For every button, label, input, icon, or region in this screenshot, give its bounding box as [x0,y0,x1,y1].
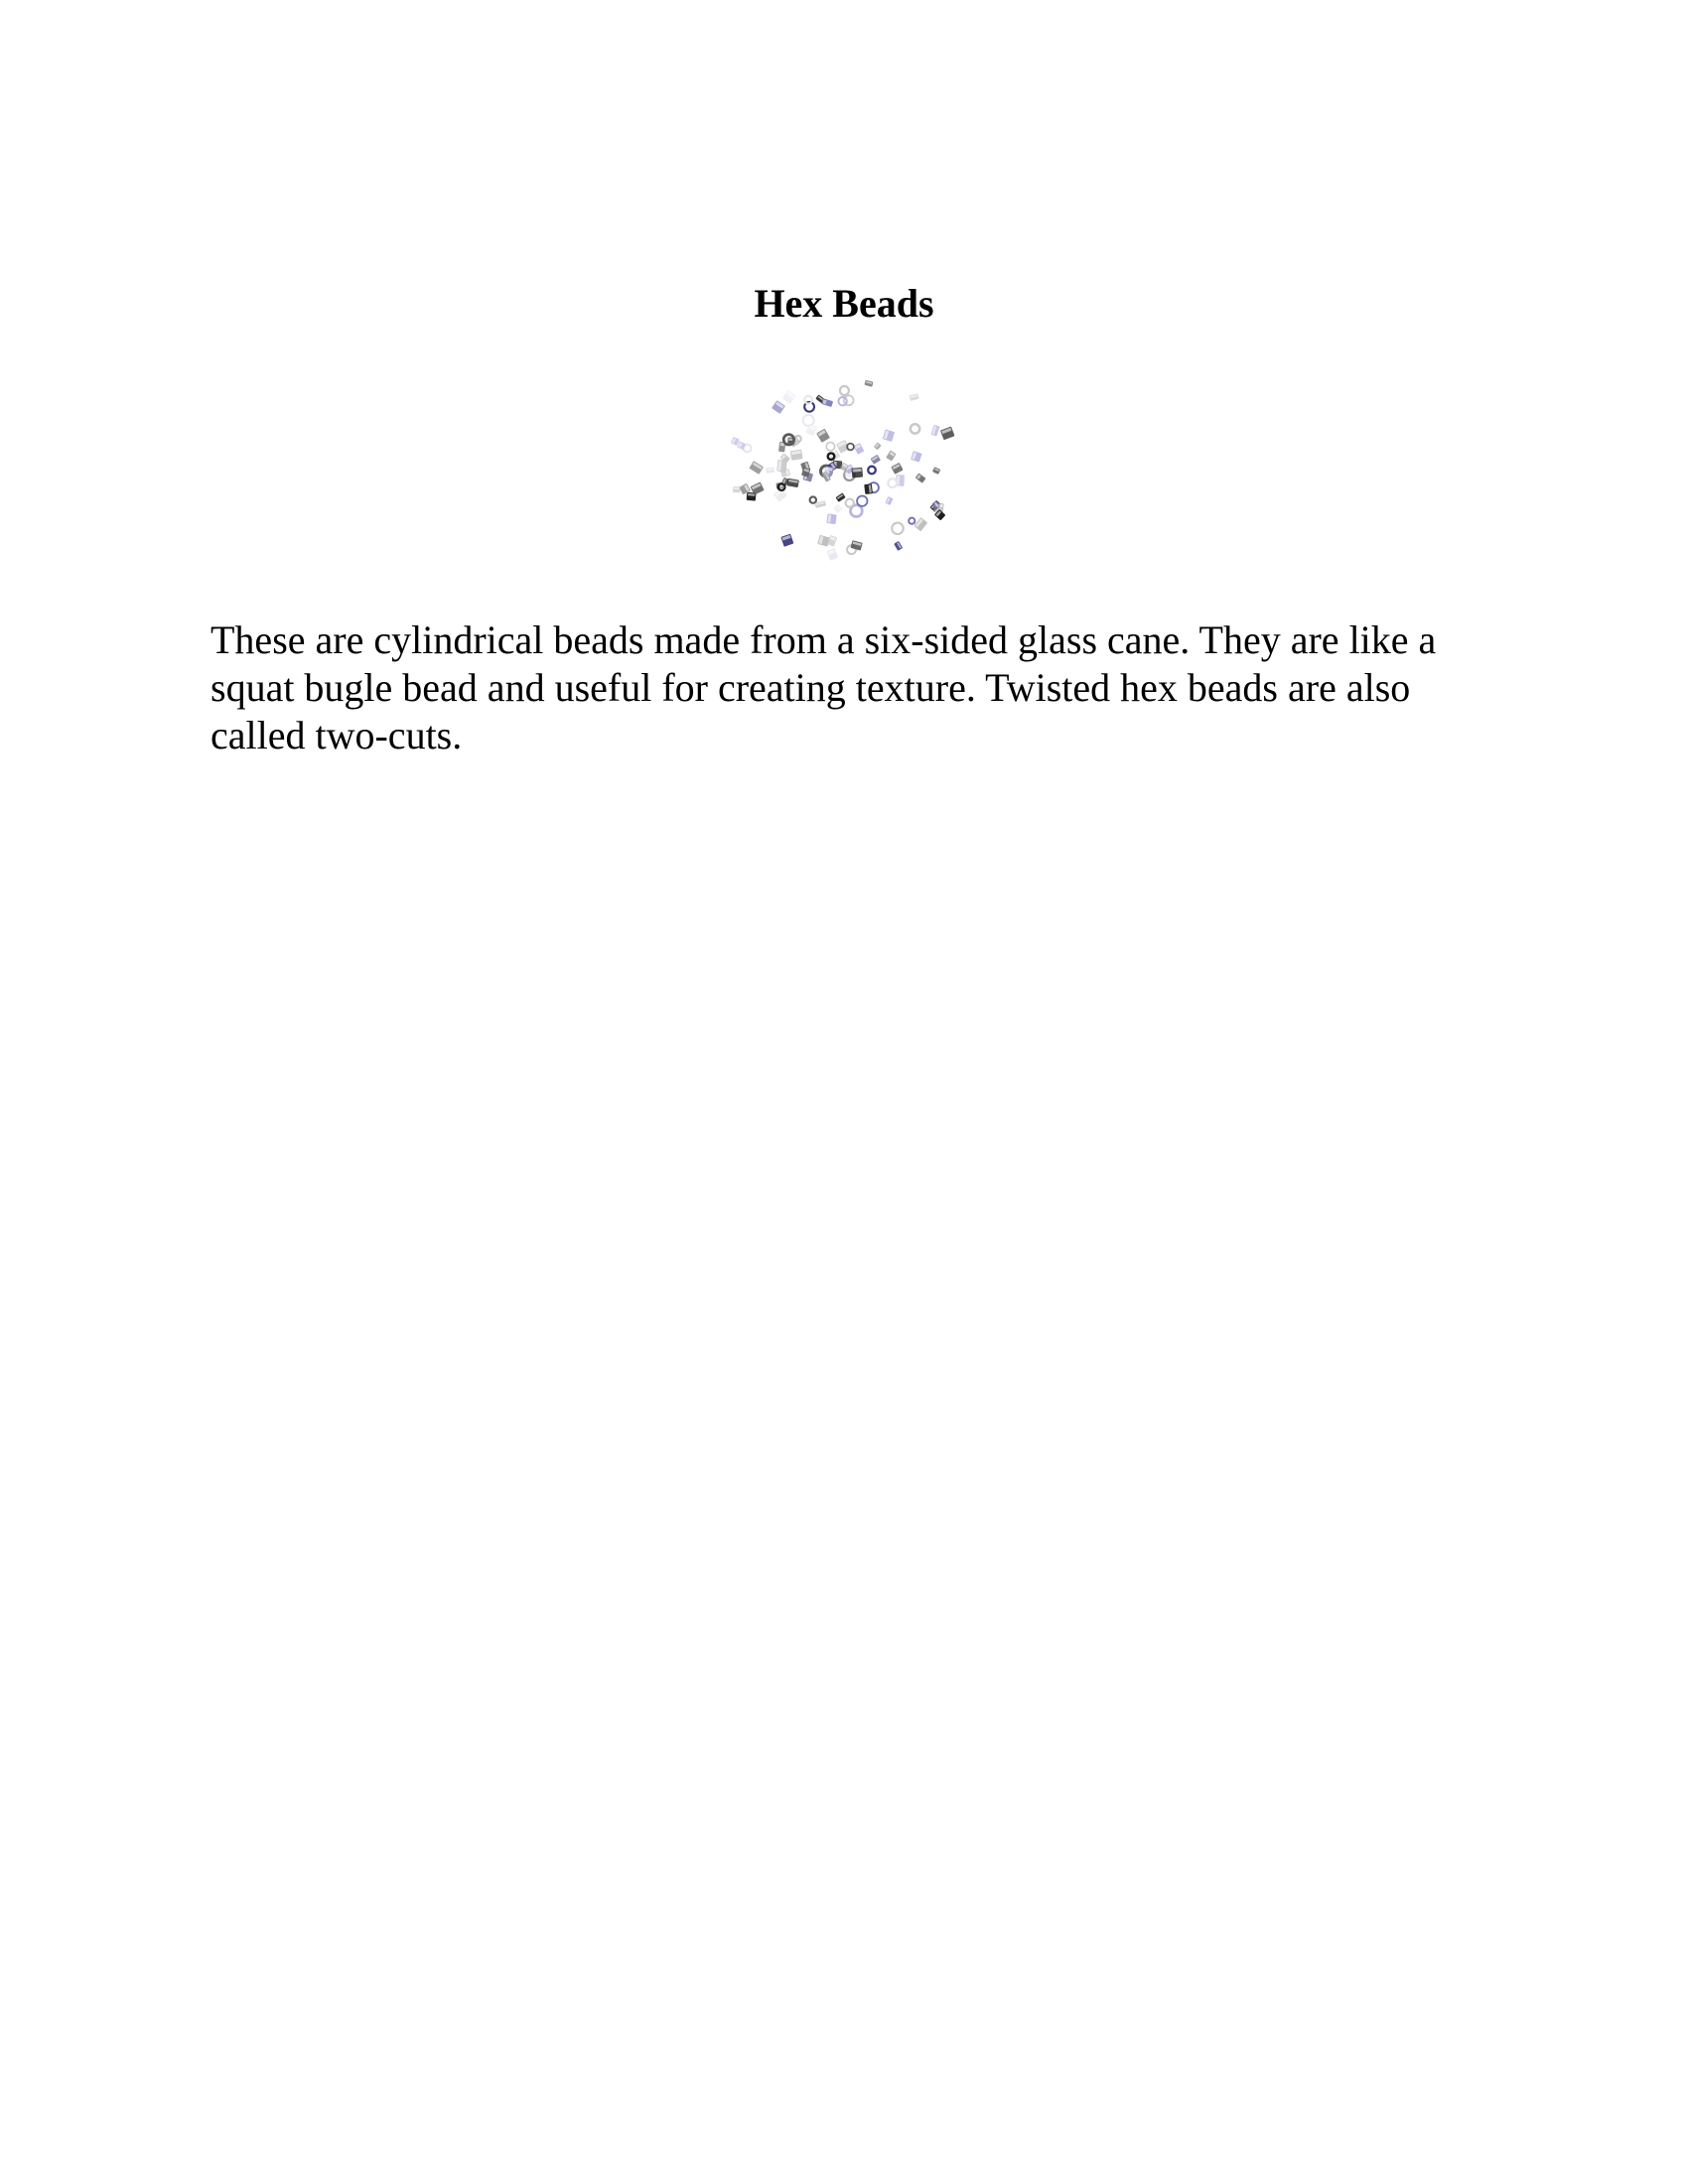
bead [803,415,814,426]
bead [885,496,893,505]
page-title: Hex Beads [754,281,934,326]
bead [864,380,873,387]
bead [838,397,846,405]
bead [846,499,854,507]
bead [871,455,881,465]
bead [840,386,849,395]
description-paragraph: These are cylindrical beads made from a six-sided glass cane. They are like a squat bugle bead and useful for creating texture. Twisted hex beads are also called two-cuts. [211,617,1437,757]
bead [835,492,845,501]
bead [874,442,882,450]
bead [891,463,903,475]
bead [892,523,903,534]
bead [733,486,740,492]
bead-highlight [734,487,739,489]
bead [911,451,922,463]
bead [790,450,803,461]
bead [810,496,816,502]
bead [780,534,793,547]
bead [826,513,836,524]
bead [833,504,842,513]
hex-beads-image [705,362,983,571]
bead [827,548,839,561]
bead [909,518,914,524]
bead [826,443,834,451]
bead [795,436,801,442]
bead [888,478,897,487]
bead [915,473,926,482]
bead [864,483,873,494]
bead [883,429,895,442]
bead [868,467,876,475]
bead [817,535,829,547]
bead [911,424,919,433]
bead [932,467,940,475]
bead [857,496,867,506]
